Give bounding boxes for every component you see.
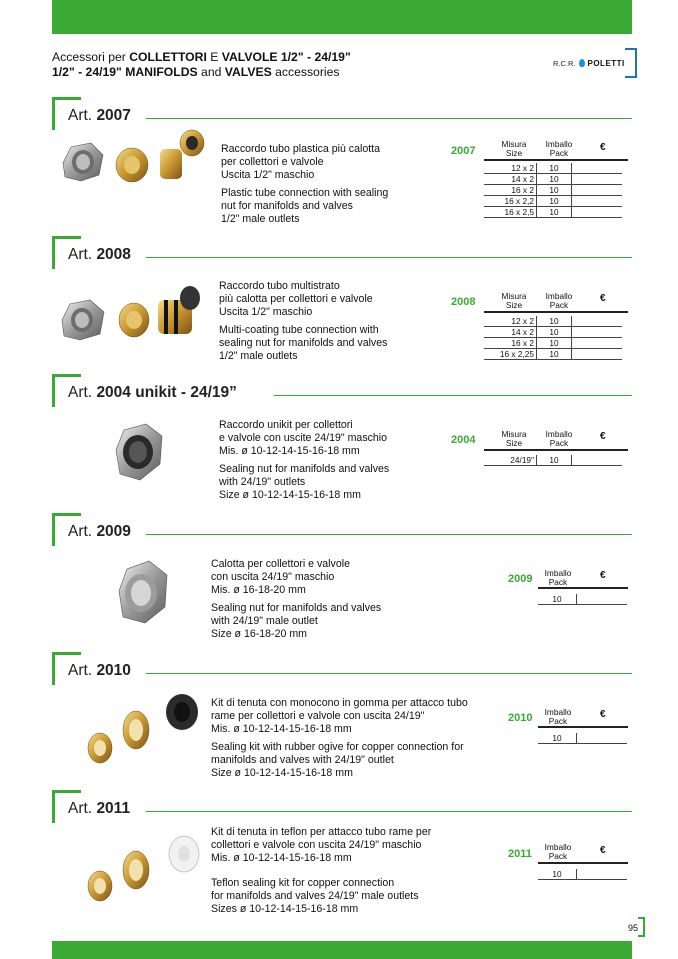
top-green-bar xyxy=(52,0,632,34)
fitting-multilayer-tube-image xyxy=(58,278,218,358)
col-header-pack: Imballo Pack xyxy=(544,707,572,726)
table-row: 16 x 2 10 xyxy=(484,338,622,349)
water-drop-icon xyxy=(579,59,585,67)
col-header-pack: Imballo Pack xyxy=(545,291,573,310)
table-row: 16 x 2,25 10 xyxy=(484,349,622,360)
table-row: 10 xyxy=(538,594,627,605)
article-title: Art. 2011 xyxy=(68,800,131,817)
unikit-nut-image xyxy=(112,420,172,490)
table-header-line xyxy=(484,449,628,451)
header-english: 1/2" - 24/19" MANIFOLDS and VALVES accessories xyxy=(52,65,340,79)
poletti-logo xyxy=(553,52,625,74)
article-table xyxy=(484,163,622,218)
table-row: 16 x 2,2 10 xyxy=(484,196,622,207)
article-title: Art. 2004 unikit - 24/19” xyxy=(68,384,237,401)
article-table xyxy=(538,733,627,744)
table-header-line xyxy=(484,311,628,313)
table-row: 16 x 2 10 xyxy=(484,185,622,196)
fitting-plastic-tube-image xyxy=(55,125,215,205)
col-header-pack: Imballo Pack xyxy=(544,568,572,587)
rubber-ogive-kit-image xyxy=(84,690,214,770)
section-rule xyxy=(146,673,632,674)
col-header-price: € xyxy=(600,709,606,720)
col-header-size: Misura Size xyxy=(501,291,527,310)
article-code: 2010 xyxy=(508,712,533,724)
section-rule xyxy=(146,118,632,119)
article-code: 2004 xyxy=(451,434,476,446)
article-description: Raccordo tubo multistrato più calotta per collettori e valvole Uscita 1/2" maschio Multi-coating tube connection with sealing nut for manifolds and valves 1/2" male outlets xyxy=(219,280,388,362)
teflon-kit-image xyxy=(86,834,216,914)
table-row: 10 xyxy=(538,869,627,880)
col-header-pack: Imballo Pack xyxy=(545,139,573,158)
article-table xyxy=(484,455,622,466)
table-header-line xyxy=(538,726,628,728)
table-header-line xyxy=(538,862,628,864)
bottom-green-bar xyxy=(52,941,632,959)
article-code: 2007 xyxy=(451,145,476,157)
table-row: 10 xyxy=(538,733,627,744)
header-italian: Accessori per COLLETTORI E VALVOLE 1/2" - 24/19" xyxy=(52,50,351,64)
col-header-size: Misura Size xyxy=(501,139,527,158)
sealing-nut-image xyxy=(115,557,175,632)
col-header-pack: Imballo Pack xyxy=(544,842,572,861)
article-table xyxy=(484,316,622,360)
page-number-bracket xyxy=(638,917,645,937)
article-table xyxy=(538,869,627,880)
page-number: 95 xyxy=(628,923,639,933)
section-rule xyxy=(146,534,632,535)
col-header-pack: Imballo Pack xyxy=(545,429,573,448)
section-rule xyxy=(146,811,632,812)
table-row: 24/19" 10 xyxy=(484,455,622,466)
logo-brand: POLETTI xyxy=(587,58,625,68)
logo-bracket xyxy=(625,48,637,78)
article-code: 2009 xyxy=(508,573,533,585)
col-header-price: € xyxy=(600,293,606,304)
article-description: Raccordo tubo plastica più calotta per collettori e valvole Uscita 1/2" maschio Plastic tube connection with sealing nut for manifolds and valves 1/2" male outlets xyxy=(221,143,389,225)
article-description: Raccordo unikit per collettori e valvole con uscite 24/19" maschio Mis. ø 10-12-14-15-16-18 mm Sealing nut for manifolds and valves with 24/19" outlets Size ø 10-12-14-15-16-18 mm xyxy=(219,419,390,501)
table-header-line xyxy=(538,587,628,589)
col-header-price: € xyxy=(600,431,606,442)
table-row: 16 x 2,5 10 xyxy=(484,207,622,218)
article-table xyxy=(538,594,627,605)
logo-prefix: R.C.R. xyxy=(553,58,576,68)
article-title: Art. 2007 xyxy=(68,107,131,124)
col-header-size: Misura Size xyxy=(501,429,527,448)
col-header-price: € xyxy=(600,570,606,581)
table-header-line xyxy=(484,159,628,161)
article-title: Art. 2010 xyxy=(68,662,131,679)
section-rule xyxy=(146,257,632,258)
article-title: Art. 2009 xyxy=(68,523,131,540)
col-header-price: € xyxy=(600,142,606,153)
table-row: 12 x 2 10 xyxy=(484,316,622,327)
article-code: 2008 xyxy=(451,296,476,308)
table-row: 14 x 2 10 xyxy=(484,327,622,338)
article-description: Calotta per collettori e valvole con uscita 24/19" maschio Mis. ø 16-18-20 mm Sealing nut for manifolds and valves with 24/19" male outlet Size ø 16-18-20 mm xyxy=(211,558,382,640)
table-row: 14 x 2 10 xyxy=(484,174,622,185)
article-code: 2011 xyxy=(508,848,532,860)
table-row: 12 x 2 10 xyxy=(484,163,622,174)
article-title: Art. 2008 xyxy=(68,246,131,263)
col-header-price: € xyxy=(600,845,606,856)
article-description: Kit di tenuta con monocono in gomma per attacco tubo rame per collettori e valvole con uscita 24/19" Mis. ø 10-12-14-15-16-18 mm Sealing kit with rubber ogive for copper connection for manifolds and valves with 24/19" outlet Size ø 10-12-14-15-16-18 mm xyxy=(211,697,468,779)
article-description: Kit di tenuta in teflon per attacco tubo rame per collettori e valvole con uscita 24/19" maschio Mis. ø 10-12-14-15-16-18 mm Teflon sealing kit for copper connection for manifolds and valves 24/19" male outlets Sizes ø 10-12-14-15-16-18 mm xyxy=(211,826,432,915)
section-rule xyxy=(274,395,632,396)
